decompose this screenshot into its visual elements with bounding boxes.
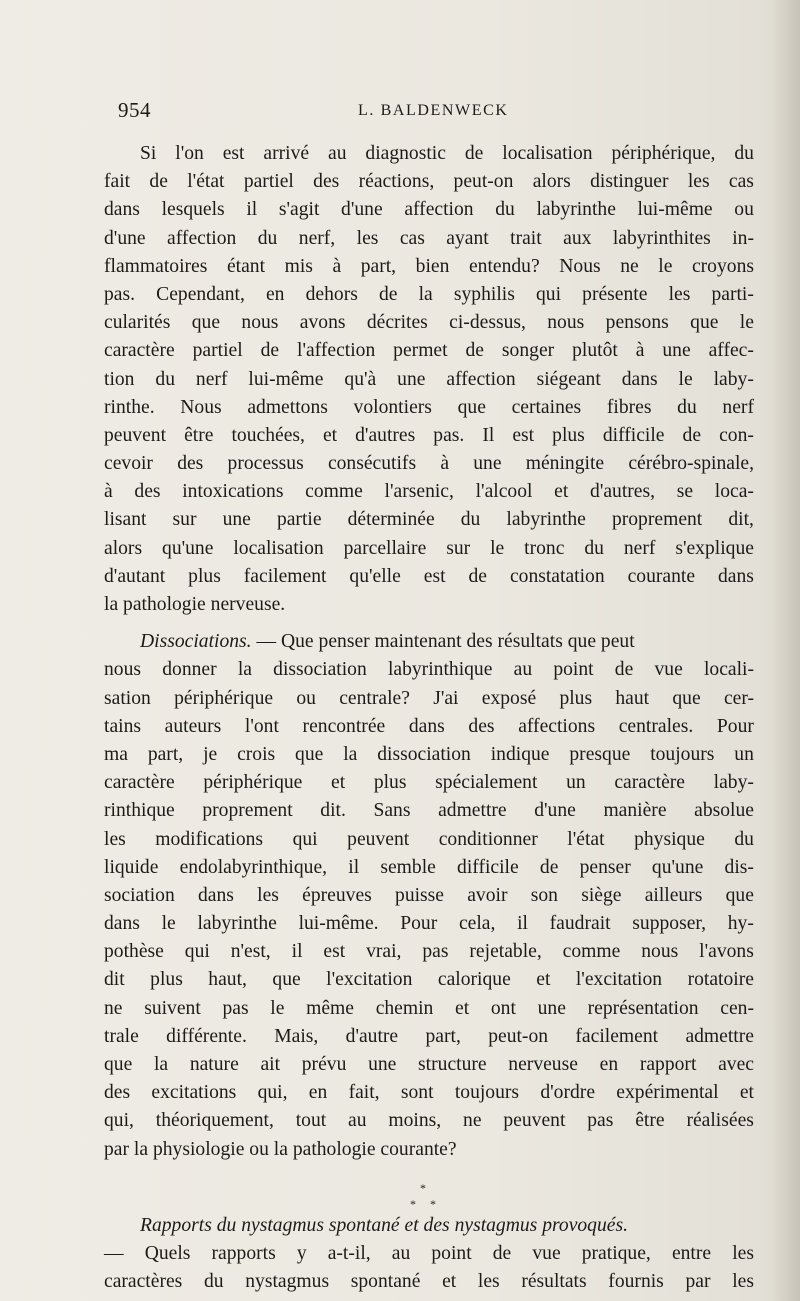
text-line: liquide endolabyrinthique, il semble difficile de penser qu'une dis-: [104, 856, 754, 878]
text-line: [104, 1212, 754, 1240]
asterism-star: *: [420, 1180, 426, 1195]
text-line: par la physiologie ou la pathologie courante?: [104, 1138, 457, 1160]
text-line: pas. Cependant, en dehors de la syphilis qui présente les parti-: [104, 283, 754, 305]
text-line: trale différente. Mais, d'autre part, peut-on facilement admettre: [104, 1025, 754, 1047]
text-line: les modifications qui peuvent conditionner l'état physique du: [104, 828, 754, 850]
paragraph-rapports: [104, 1212, 754, 1297]
text-line: caractère partiel de l'affection permet de songer plutôt à une affec-: [104, 340, 754, 362]
text-fragment: — Que penser maintenant des résultats que peut: [251, 631, 635, 653]
text-line: qui, théoriquement, tout au moins, ne peuvent pas être réalisées: [104, 1110, 754, 1132]
section-heading-rapports: Rapports du nystagmus spontané et des nystagmus provoqués.: [140, 1214, 628, 1236]
text-line: — Quels rapports y a-t-il, au point de vue pratique, entre les: [104, 1242, 754, 1264]
text-line: la pathologie nerveuse.: [104, 594, 286, 615]
body-text: [104, 140, 754, 1296]
text-line: que la nature ait prévu une structure nerveuse en rapport avec: [104, 1054, 754, 1075]
text-line: nous donner la dissociation labyrinthique au point de vue locali-: [104, 659, 754, 681]
text-line: Si l'on est arrivé au diagnostic de localisation périphérique, du: [140, 143, 754, 164]
paragraph-localisation: [104, 140, 754, 619]
text-line: tains auteurs l'ont rencontrée dans des affections centrales. Pour: [104, 715, 754, 737]
text-line: sation périphérique ou centrale? J'ai exposé plus haut que cer-: [104, 687, 754, 709]
asterism-divider: [104, 1168, 754, 1212]
text-line: dans le labyrinthe lui-même. Pour cela, il faudrait supposer, hy-: [104, 913, 754, 935]
text-line: des excitations qui, en fait, sont toujours d'ordre expérimental et: [104, 1082, 754, 1104]
asterism-star: *: [410, 1196, 416, 1211]
text-line: cularités que nous avons décrites ci-dessus, nous pensons que le: [104, 312, 754, 334]
text-line: caractères du nystagmus spontané et les résultats fournis par les: [104, 1271, 754, 1293]
text-line: [104, 628, 754, 656]
text-line: d'une affection du nerf, les cas ayant trait aux labyrinthites in-: [104, 227, 754, 249]
text-line: ne suivent pas le même chemin et ont une représentation cen-: [104, 997, 754, 1019]
text-line: rinthique proprement dit. Sans admettre d'une manière absolue: [104, 800, 754, 822]
page-number: 954: [118, 98, 151, 122]
text-line: dit plus haut, que l'excitation calorique et l'excitation rotatoire: [104, 969, 754, 991]
text-line: d'autant plus facilement qu'elle est de constatation courante dans: [104, 565, 754, 587]
text-line: sociation dans les épreuves puisse avoir son siège ailleurs que: [104, 884, 754, 906]
text-line: fait de l'état partiel des réactions, peut-on alors distinguer les cas: [104, 171, 754, 193]
text-line: ma part, je crois que la dissociation indique presque toujours un: [104, 743, 754, 765]
text-line: dans lesquels il s'agit d'une affection du labyrinthe lui-même ou: [104, 199, 754, 221]
section-heading-dissociations: Dissociations.: [140, 631, 252, 653]
text-line: rinthe. Nous admettons volontiers que certaines fibres du nerf: [104, 396, 754, 418]
text-line: tion du nerf lui-même qu'à une affection siégeant dans le laby-: [104, 368, 754, 390]
text-line: cevoir des processus consécutifs à une méningite cérébro-spinale,: [104, 453, 754, 475]
text-line: lisant sur une partie déterminée du labyrinthe proprement dit,: [104, 509, 754, 531]
text-line: alors qu'une localisation parcellaire sur le tronc du nerf s'explique: [104, 537, 754, 559]
text-line: à des intoxications comme l'arsenic, l'alcool et d'autres, se loca-: [104, 481, 754, 503]
asterism-star: *: [430, 1196, 436, 1211]
text-line: flammatoires étant mis à part, bien entendu? Nous ne le croyons: [104, 255, 754, 277]
running-head: L. BALDENWECK: [358, 102, 509, 119]
text-line: caractère périphérique et plus spécialement un caractère laby-: [104, 772, 754, 794]
page-header: [118, 98, 752, 128]
text-line: pothèse qui n'est, il est vrai, pas rejetable, comme nous l'avons: [104, 941, 754, 963]
text-line: peuvent être touchées, et d'autres pas. Il est plus difficile de con-: [104, 424, 754, 446]
paragraph-dissociations: [104, 628, 754, 1164]
